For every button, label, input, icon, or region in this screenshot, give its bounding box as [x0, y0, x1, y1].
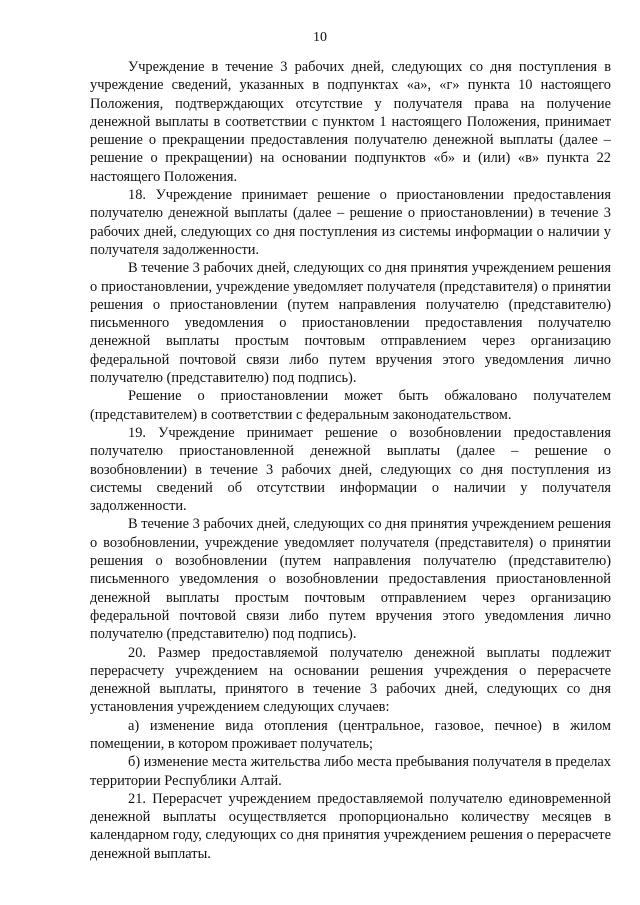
- paragraph-subitem-a: а) изменение вида отопления (центральное, газовое, печное) в жилом помещении, в котором проживает получатель;: [90, 717, 611, 752]
- document-body: [90, 58, 611, 863]
- paragraph-item-18: 18. Учреждение принимает решение о приостановлении предоставления получателю денежной выплаты (далее – решение о приостановлении) в течение 3 рабочих дней, следующих со дня поступления из системы информации о наличии у получателя задолженности.: [90, 187, 611, 258]
- paragraph-notification-suspension: В течение 3 рабочих дней, следующих со дня принятия учреждением решения о приостановлении, учреждение уведомляет получателя (представителя) о принятии решения о приостановлении (путем направления получателю (представителю) письменного уведомления о приостановлении предоставления получателю денежной выплаты простым почтовым отправлением через организацию федеральной почтовой связи либо путем вручения этого уведомления лично получателю (представителю) под подпись).: [90, 260, 611, 387]
- paragraph-notification-resumption: В течение 3 рабочих дней, следующих со дня принятия учреждением решения о возобновлении, учреждение уведомляет получателя (представителя) о принятии решения о возобновлении (путем направления получателю (представителю) письменного уведомления о возобновлении предоставления приостановленной денежной выплаты простым почтовым отправлением через организацию федеральной почтовой связи либо путем вручения этого уведомления лично получателю (представителю) под подпись).: [90, 516, 611, 643]
- paragraph-subitem-b: б) изменение места жительства либо места пребывания получателя в пределах территории Республики Алтай.: [90, 754, 611, 789]
- paragraph-item-19: 19. Учреждение принимает решение о возобновлении предоставления получателю приостановленной денежной выплаты (далее – решение о возобновлении) в течение 3 рабочих дней, следующих со дня поступления из системы сведений об отсутствии информации о наличии у получателя задолженности.: [90, 424, 611, 515]
- paragraph-item-20: 20. Размер предоставляемой получателю денежной выплаты подлежит перерасчету учреждением на основании решения учреждения о перерасчете денежной выплаты, принятого в течение 3 рабочих дней, следующих со дня установления учреждением следующих случаев:: [90, 644, 611, 716]
- paragraph-appeal: Решение о приостановлении может быть обжаловано получателем (представителем) в соответствии с федеральным законодательством.: [90, 388, 611, 423]
- paragraph-item-21: 21. Перерасчет учреждением предоставляемой получателю единовременной денежной выплаты осуществляется пропорционально количеству месяцев в календарном году, следующих со дня принятия учреждением решения о перерасчете денежной выплаты.: [90, 790, 611, 862]
- page-number: 10: [313, 30, 327, 45]
- paragraph-decision-termination: Учреждение в течение 3 рабочих дней, следующих со дня поступления в учреждение сведений, указанных в подпунктах «а», «г» пункта 10 настоящего Положения, подтверждающих отсутствие у получателя права на получение денежной выплаты в соответствии с пунктом 1 настоящего Положения, принимает решение о прекращении предоставления получателю денежной выплаты (далее – решение о прекращении) на основании подпунктов «б» и (или) «в» пункта 22 настоящего Положения.: [90, 59, 611, 185]
